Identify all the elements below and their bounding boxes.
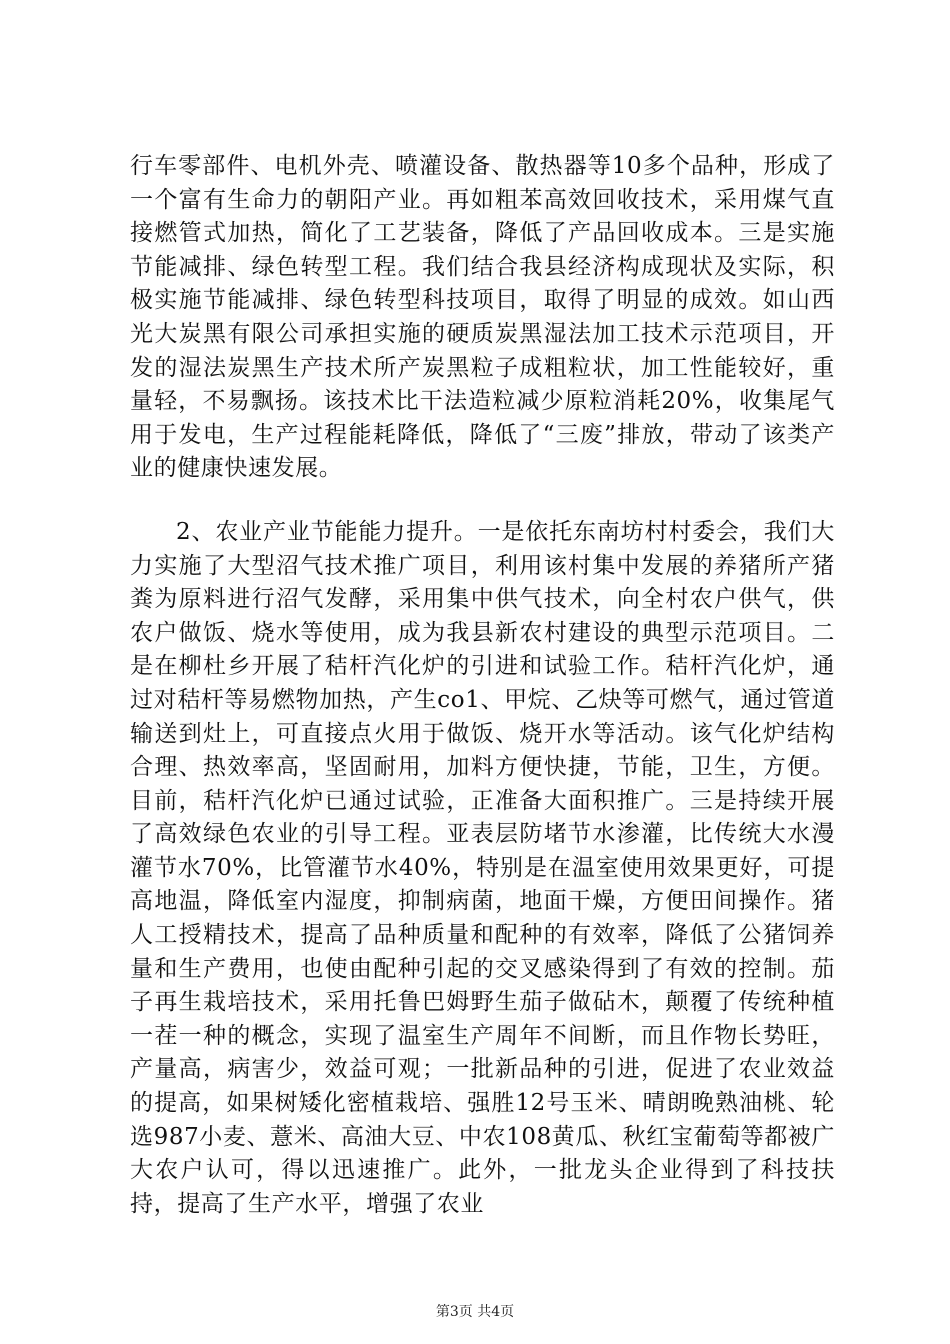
page-number-label: 第3页 共4页 xyxy=(435,1304,515,1320)
paragraph-industry-continuation: 行车零部件、电机外壳、喷灌设备、散热器等10多个品种，形成了一个富有生命力的朝阳产业。再如粗苯高效回收技术，采用煤气直接燃管式加热，简化了工艺装备，降低了产品回收成本。三是实施节能减排、绿色转型工程。我们结合我县经济构成现状及实际，积极实施节能减排、绿色转型科技项目，取得了明显的成效。如山西光大炭黑有限公司承担实施的硬质炭黑湿法加工技术示范项目，开发的湿法炭黑生产技术所产炭黑粒子成粗粒状，加工性能较好，重量轻，不易飘扬。该技术比干法造粒减少原粒消耗20%，收集尾气用于发电，生产过程能耗降低，降低了“三废”排放，带动了该类产业的健康快速发展。 xyxy=(130,153,835,482)
page-footer xyxy=(0,1301,950,1321)
document-body xyxy=(130,150,835,1221)
paragraph-agriculture-energy-saving: 2、农业产业节能能力提升。一是依托东南坊村村委会，我们大力实施了大型沼气技术推广项目，利用该村集中发展的养猪所产猪粪为原料进行沼气发酵，采用集中供气技术，向全村农户供气，供农户做饭、烧水等使用，成为我县新农村建设的典型示范项目。二是在柳杜乡开展了秸杆汽化炉的引进和试验工作。秸杆汽化炉，通过对秸杆等易燃物加热，产生co1、甲烷、乙炔等可燃气，通过管道输送到灶上，可直接点火用于做饭、烧开水等活动。该气化炉结构合理、热效率高，坚固耐用，加料方便快捷，节能，卫生，方便。目前，秸杆汽化炉已通过试验，正准备大面积推广。三是持续开展了高效绿色农业的引导工程。亚表层防堵节水渗灌，比传统大水漫灌节水70%，比管灌节水40%，特别是在温室使用效果更好，可提高地温，降低室内湿度，抑制病菌，地面干燥，方便田间操作。猪人工授精技术，提高了品种质量和配种的有效率，降低了公猪饲养量和生产费用，也使由配种引起的交叉感染得到了有效的控制。茄子再生栽培技术，采用托鲁巴姆野生茄子做砧木，颠覆了传统种植一茬一种的概念，实现了温室生产周年不间断，而且作物长势旺，产量高，病害少，效益可观；一批新品种的引进，促进了农业效益的提高，如果树矮化密植栽培、强胜12号玉米、晴朗晚熟油桃、轮选987小麦、薏米、高油大豆、中农108黄瓜、秋红宝葡萄等都被广大农户认可，得以迅速推广。此外，一批龙头企业得到了科技扶持，提高了生产水平，增强了农业 xyxy=(130,518,835,1217)
